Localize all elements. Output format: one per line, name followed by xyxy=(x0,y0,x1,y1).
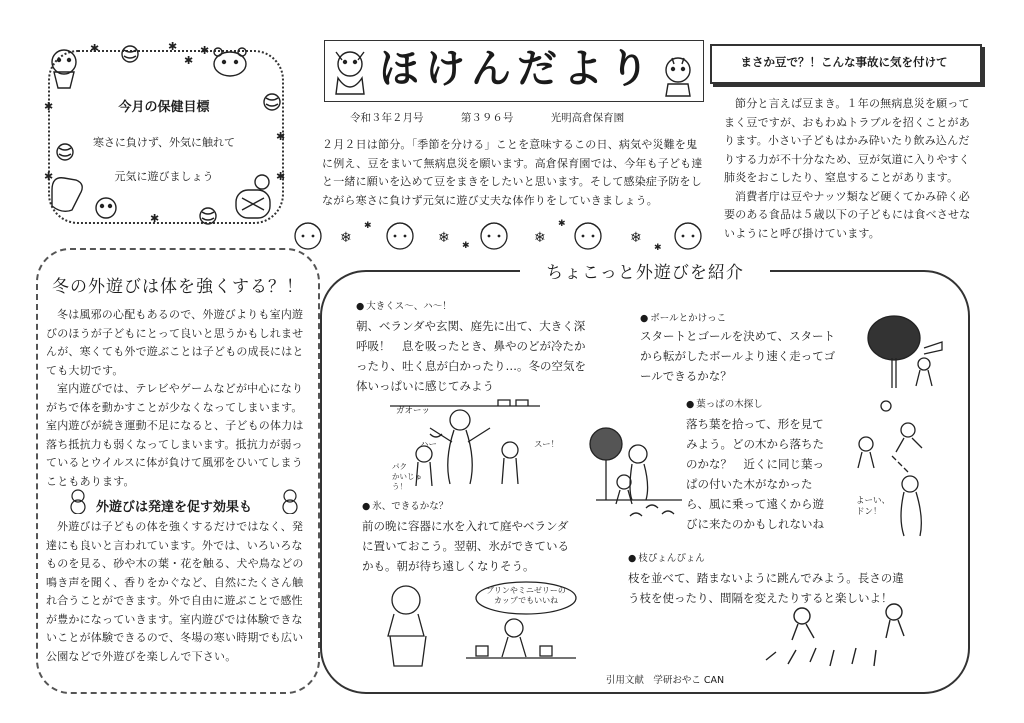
bean-article-body xyxy=(724,95,976,243)
play-item-3-title: ● 葉っぱの木探し xyxy=(686,396,763,410)
bubble-ready: よーい、ドン！ xyxy=(856,496,891,517)
svg-text:✱: ✱ xyxy=(168,40,178,53)
bean-article-p2: 消費者庁は豆やナッツ類など硬くてかみ砕く必要のある食品は５歳以下の子どもには食べさせないようにと呼び掛けています。 xyxy=(724,189,971,240)
bubble-paku: パク かいじゅう！ xyxy=(392,462,422,491)
bean-article-p1: 節分と言えば豆まき。１年の無病息災を願ってまく豆ですが、おもわぬトラブルを招くことがあります。小さい子どもはかみ砕いたり飲み込んだりする力が不十分なため、豆が気道に入りやすく肺炎をおこしたり、窒息することがあります。 xyxy=(724,97,970,184)
bubble-su: スー！ xyxy=(534,440,560,450)
winter-section-body xyxy=(46,306,308,491)
svg-text:✱: ✱ xyxy=(462,241,470,251)
svg-text:✱: ✱ xyxy=(44,170,54,183)
svg-text:✱: ✱ xyxy=(558,219,566,229)
bubble-ha: ハー xyxy=(420,440,438,450)
goal-line-1: 寒さに負けず、外気に触れて xyxy=(92,136,236,149)
svg-text:✱: ✱ xyxy=(150,212,160,225)
winter-subtitle: 外遊びは発達を促す効果も xyxy=(96,500,253,515)
goal-line-2: 元気に遊びましょう xyxy=(114,170,214,183)
bean-article-title: まさか豆で？！こんな事故に気を付けて xyxy=(740,55,948,69)
ogre-mascot-icon xyxy=(658,54,698,98)
svg-text:✱: ✱ xyxy=(276,170,286,183)
svg-text:❄: ❄ xyxy=(534,230,546,246)
issue-date: 令和３年２月号 xyxy=(350,112,424,124)
svg-text:❄: ❄ xyxy=(630,230,642,246)
bubble-gao: ガオーッ xyxy=(396,406,431,416)
svg-text:✱: ✱ xyxy=(364,221,372,231)
svg-text:✱: ✱ xyxy=(654,243,662,253)
branch-jumping-illustration-icon xyxy=(760,600,920,670)
play-item-4-text: 前の晩に容器に水を入れて庭やベランダに置いておこう。翌朝、氷ができているかも。朝が待ち遠しくなりそう。 xyxy=(362,519,569,573)
play-item-2-text: スタートとゴールを決めて、スタートから転がしたボールより速く走ってゴールできるかな？ xyxy=(640,329,836,383)
svg-text:✱: ✱ xyxy=(44,100,54,113)
play-item-3-text: 落ち葉を拾って、形を見てみよう。どの木から落ちたのかな？ 近くに同じ葉っぱの付いた木がなかったら、風に乗って遠くから遊びに来たのかもしれないね xyxy=(686,417,824,531)
play-section-title: ちょこっと外遊びを紹介 xyxy=(546,263,744,283)
ball-race-illustration-icon xyxy=(852,396,932,546)
play-item-4-title: ● 氷、できるかな？ xyxy=(362,498,448,512)
issue-number: 第３９６号 xyxy=(460,112,514,124)
leaf-collecting-illustration-icon xyxy=(586,420,686,530)
snowman-icon xyxy=(64,488,92,514)
svg-text:❄: ❄ xyxy=(340,230,352,246)
play-item-1-title: ● 大きくス～、ハ～！ xyxy=(356,298,452,312)
intro-paragraph: ２月２日は節分。「季節を分ける」ことを意味するこの日、病気や災難を鬼に例え、豆をまいて無病息災を願います。高倉保育園では、今年も子ども達と一緒に願いを込めて豆をまきをしたいと思います。そして感染症予防をしながら寒さに負けず元気に遊び丈夫な体作りをしていきましょう。 xyxy=(322,138,703,207)
bubble-pudding: プリンやミニゼリーのカップでもいいね xyxy=(486,586,566,605)
play-item-1-text: 朝、ベランダや玄関、庭先に出て、大きく深呼吸！ 息を吸ったとき、鼻やのどが冷たかったり、吐く息が白かったり…。冬の空気を体いっぱいに感じてみよう xyxy=(356,319,586,393)
source-citation: 引用文献 学研おやこ CAN xyxy=(590,672,740,686)
cat-mascot-icon xyxy=(330,44,370,98)
children-faces-strip-icon xyxy=(288,212,718,256)
svg-text:✱: ✱ xyxy=(184,54,194,67)
play-item-2-title: ● ボールとかけっこ xyxy=(640,310,726,324)
organization-name: 光明高倉保育園 xyxy=(550,112,625,124)
goal-title: 今月の保健目標 xyxy=(118,100,210,115)
play-item-5-text: 枝を並べて、踏まないように跳んでみよう。長さの違う枝を使ったり、間隔を変えたりすると楽しいよ！ xyxy=(628,571,904,605)
play-item-5-title: ● 枝ぴょんぴょん xyxy=(628,550,705,564)
winter-paragraph-1: 冬は風邪の心配もあるので、外遊びよりも室内遊びのほうが子どもにとって良いと思うかもしれませんが、寒くても外で遊ぶことは子どもの成長にはとても大切です。 xyxy=(46,308,304,377)
svg-text:✱: ✱ xyxy=(90,42,100,55)
winter-section-title: 冬の外遊びは体を強くする？！ xyxy=(52,277,304,297)
svg-text:✱: ✱ xyxy=(276,130,286,143)
snowman-icon-right xyxy=(276,488,304,514)
issue-line xyxy=(350,110,700,125)
winter-paragraph-3: 外遊びは子どもの体を強くするだけではなく、発達にも良いと言われています。外では、いろいろなものを見る、砂や木の葉・花を触る、犬や鳥などの鳴き声を聞く、香りをかぐなど、自然にたくさん触れ合うことができます。外で自由に遊ぶことで感性が豊かになっていきます。室内遊びでは体験できないことが体験できるので、冬場の寒い時期でも広い公園などで外遊びを楽しんで下さい。 xyxy=(46,520,304,663)
winter-paragraph-2: 室内遊びでは、テレビやゲームなどが中心になりがちで体を動かすことが少なくなってしまいます。室内遊びが続き運動不足になると、子どもの体力は落ち抵抗力も弱くなってしまいます。抵抗力が弱っているとウイルスに体が負けて風邪をひいてしまうこともあります。 xyxy=(46,382,304,488)
svg-text:❄: ❄ xyxy=(438,230,450,246)
newsletter-title: ほけんだより xyxy=(379,46,655,92)
tree-cat-illustration-icon xyxy=(862,312,946,390)
svg-text:✱: ✱ xyxy=(200,44,210,57)
